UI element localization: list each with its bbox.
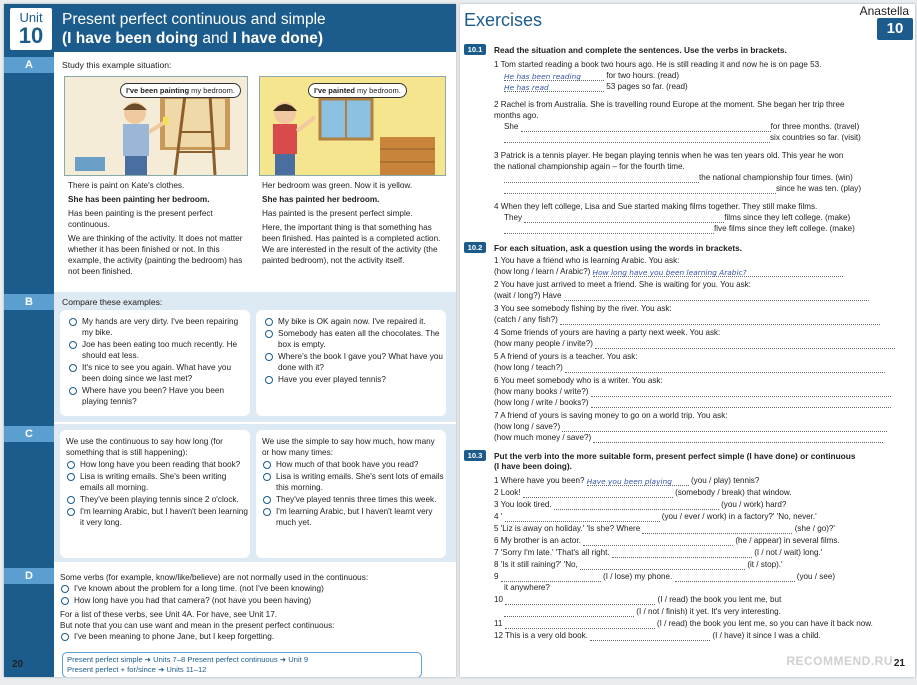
ex3-line-7[interactable]: 7 'Sorry I'm late.' 'That's all right. (I / not / wait) long.'	[494, 548, 823, 557]
title-part-b: and	[198, 30, 233, 47]
handwritten-answer: Have you been playing	[586, 477, 672, 487]
ex1-line-3: 3 Patrick is a tennis player. He began playing tennis when he was ten years old. This year he won	[494, 151, 844, 160]
ex2-answer-2[interactable]: (wait / long?) Have	[494, 291, 869, 301]
list-item: How long have you been reading that book?	[66, 459, 248, 470]
section-tab-b: B	[4, 294, 54, 310]
bubble-right-rest: my bedroom.	[354, 86, 401, 95]
exercise-10-2-instruction: For each situation, ask a question using the words in brackets.	[494, 243, 743, 253]
cross-reference-box	[62, 652, 422, 677]
unit-header	[4, 4, 456, 52]
list-item: I've known about the problem for a long time. (not I've been knowing)	[60, 583, 448, 594]
title-line-1: Present perfect continuous and simple	[62, 11, 326, 28]
ex1-answer-4a[interactable]: They films since they left college. (make)	[504, 213, 851, 222]
ex1-answer-2a[interactable]: She for three months. (travel)	[504, 122, 860, 131]
exercise-label-10-1: 10.1	[464, 44, 486, 55]
exercise-10-3-instruction-2: (I have been doing).	[494, 461, 572, 471]
speech-bubble-right	[308, 83, 407, 98]
title-part-a: (I have been doing	[62, 30, 199, 47]
page-number-left: 20	[12, 659, 24, 670]
ex3-line-10[interactable]: 10 (I / read) the book you lent me, but	[494, 595, 782, 604]
section-tab-c: C	[4, 426, 54, 442]
left-page	[4, 4, 456, 677]
title-line-2	[62, 29, 326, 48]
unit-word: Unit	[19, 10, 43, 25]
list-item: How much of that book have you read?	[262, 459, 444, 470]
a-left-p4: We are thinking of the activity. It does not matter whether it has been finished or not. In this example, the activity (painting the bedroom) has not been finished.	[68, 234, 243, 276]
exercise-10-3-instruction-1: Put the verb into the more suitable form, present perfect simple (I have done) or continuous	[494, 451, 856, 461]
ex3-line-10b[interactable]: (I / not / finish) it yet. It's very interesting.	[504, 607, 781, 617]
a-left-p1: There is paint on Kate's clothes.	[68, 181, 185, 190]
ex3-line-11[interactable]: 11 (I / read) the book you lent me, so you can have it back now.	[494, 619, 873, 628]
a-left-p3: Has been painting is the present perfect continuous.	[68, 209, 213, 229]
cross-ref-line-1: Present perfect simple ➜ Units 7–8 Present perfect continuous ➜ Unit 9	[67, 655, 309, 664]
section-tab-d: D	[4, 568, 54, 584]
ex1-line-2b: months ago.	[494, 111, 539, 120]
list-item: They've played tennis three times this week.	[262, 494, 444, 505]
ex2-line-5: 5 A friend of yours is a teacher. You ask:	[494, 352, 638, 361]
c-left-column	[66, 436, 248, 529]
ex2-answer-3[interactable]: (catch / any fish?)	[494, 315, 880, 325]
ex2-line-6: 6 You meet somebody who is a writer. You ask:	[494, 376, 663, 385]
ex2-answer-5[interactable]: (how long / teach?)	[494, 363, 885, 373]
a-right-p4: Here, the important thing is that something has been finished. Has painted is a completed action. We are interested in the result of the activity (the painted bedroom), not the activity itself.	[262, 223, 441, 265]
a-right-p2: She has painted her bedroom.	[262, 195, 380, 204]
ex3-line-12[interactable]: 12 This is a very old book. (I / have) it since I was a child.	[494, 631, 821, 640]
unit-number: 10	[18, 23, 44, 48]
right-page	[460, 4, 915, 677]
d-content	[60, 572, 448, 643]
ex3-line-8[interactable]: 8 'Is it still raining?' 'No, (it / stop).'	[494, 560, 783, 569]
b-left-examples	[68, 316, 248, 408]
ex2-answer-7b[interactable]: (how much money / save?)	[494, 433, 883, 443]
ex3-line-5[interactable]: 5 'Liz is away on holiday.' 'Is she? Where (she / go)?'	[494, 524, 835, 533]
exercise-label-10-3: 10.3	[464, 450, 486, 461]
title-part-c: I have done)	[232, 30, 323, 47]
page-title: Exercises	[464, 10, 543, 30]
ex3-line-9b: it anywhere?	[504, 583, 550, 592]
list-item: Joe has been eating too much recently. He should eat less.	[68, 339, 248, 361]
owner-name: Anastella	[859, 4, 909, 18]
ex1-line-1: 1 Tom started reading a book two hours ago. He is still reading it and now he is on page 53.	[494, 60, 822, 69]
list-item: My bike is OK again now. I've repaired it.	[264, 316, 444, 327]
ex2-line-7: 7 A friend of yours is saving money to go on a world trip. You ask:	[494, 411, 728, 420]
cross-ref-line-2: Present perfect + for/since ➜ Units 11–12	[67, 665, 207, 674]
ex2-answer-4[interactable]: (how many people / invite?)	[494, 339, 895, 349]
ex2-answer-6b[interactable]: (how long / write / books?)	[494, 398, 891, 408]
ex1-line-4: 4 When they left college, Lisa and Sue started making films together. They still make films.	[494, 202, 818, 211]
ex2-line-4: 4 Some friends of yours are having a party next week. You ask:	[494, 328, 721, 337]
speech-bubble-left	[120, 83, 241, 98]
handwritten-answer: How long have you been learning Arabic?	[592, 268, 747, 278]
section-a-intro: Study this example situation:	[62, 60, 172, 70]
list-item: Lisa is writing emails. She's been writing emails all morning.	[66, 471, 248, 493]
c-right-column	[262, 436, 444, 529]
section-tab-a: A	[4, 57, 54, 73]
ex3-line-9[interactable]: 9 (I / lose) my phone. (you / see)	[494, 572, 836, 581]
unit-title	[62, 10, 326, 48]
ex1-answer-3a[interactable]: the national championship four times. (win)	[504, 173, 853, 183]
unit-badge	[10, 8, 52, 50]
a-left-p2: She has been painting her bedroom.	[68, 195, 210, 204]
ex3-line-2[interactable]: 2 Look! (somebody / break) that window.	[494, 488, 792, 497]
section-b-intro: Compare these examples:	[62, 297, 163, 307]
ex1-answer-3b[interactable]: since he was ten. (play)	[504, 184, 861, 194]
section-a-right-text	[262, 180, 446, 269]
illustration-kate-painting	[64, 76, 248, 176]
list-item: Have you ever played tennis?	[264, 374, 444, 385]
list-item: Where have you been? Have you been playing tennis?	[68, 385, 248, 407]
c-right-intro: We use the simple to say how much, how many or how many times:	[262, 437, 435, 457]
a-right-p3: Has painted is the present perfect simple.	[262, 209, 413, 218]
ex3-line-4[interactable]: 4 ' (you / ever / work) in a factory?' 'No, never.'	[494, 512, 817, 521]
ex3-line-1[interactable]: 1 Where have you been? Have you been playing (you / play) tennis?	[494, 476, 760, 487]
a-right-p1: Her bedroom was green. Now it is yellow.	[262, 181, 413, 190]
ex2-answer-6a[interactable]: (how many books / write?)	[494, 387, 891, 397]
d-line-1: Some verbs (for example, know/like/believe) are not normally used in the continuous:	[60, 573, 369, 582]
section-a-left-text	[68, 180, 248, 280]
list-item: Lisa is writing emails. She's sent lots of emails this morning.	[262, 471, 444, 493]
list-item: My hands are very dirty. I've been repairing my bike.	[68, 316, 248, 338]
list-item: I've been meaning to phone Jane, but I keep forgetting.	[60, 631, 448, 642]
unit-badge-right: 10	[877, 18, 913, 40]
d-line-3: But note that you can use want and mean in the present perfect continuous:	[60, 621, 335, 630]
ex3-line-6[interactable]: 6 My brother is an actor. (he / appear) in several films.	[494, 536, 840, 545]
illustration-kate-painted	[259, 76, 446, 176]
ex2-answer-7a[interactable]: (how long / save?)	[494, 422, 887, 432]
section-c	[54, 424, 456, 562]
section-a	[54, 54, 456, 290]
bubble-left-rest: my bedroom.	[189, 86, 235, 95]
ex1-answer-1b[interactable]: He has read 53 pages so far. (read)	[504, 82, 688, 93]
c-left-intro: We use the continuous to say how long (for something that is still happening):	[66, 437, 223, 457]
ex2-line-3: 3 You see somebody fishing by the river. You ask:	[494, 304, 672, 313]
list-item: It's nice to see you again. What have you been doing since we last met?	[68, 362, 248, 384]
ex1-line-3b: the national championship again – for the fourth time.	[494, 162, 685, 171]
bubble-left-bold: I've been painting	[126, 86, 190, 95]
list-item: I'm learning Arabic, but I haven't learnt very much yet.	[262, 506, 444, 528]
list-item: They've been playing tennis since 2 o'clock.	[66, 494, 248, 505]
ex1-line-2: 2 Rachel is from Australia. She is travelling round Europe at the moment. She began her trip three	[494, 100, 845, 109]
handwritten-answer: He has read	[504, 83, 549, 93]
b-right-examples	[264, 316, 444, 386]
exercise-10-1-instruction: Read the situation and complete the sentences. Use the verbs in brackets.	[494, 45, 787, 55]
list-item: I'm learning Arabic, but I haven't been learning it very long.	[66, 506, 248, 528]
watermark: RECOMMEND.RU	[786, 654, 893, 668]
ex1-answer-4b[interactable]: five films since they left college. (make)	[504, 224, 855, 234]
exercise-label-10-2: 10.2	[464, 242, 486, 253]
d-line-2: For a list of these verbs, see Unit 4A. For have, see Unit 17.	[60, 610, 278, 619]
section-d	[54, 566, 456, 650]
ex3-line-3[interactable]: 3 You look tired. (you / work) hard?	[494, 500, 787, 509]
list-item: How long have you had that camera? (not have you been having)	[60, 595, 448, 606]
ex2-line-2: 2 You have just arrived to meet a friend. She is waiting for you. You ask:	[494, 280, 751, 289]
ex1-answer-2b[interactable]: six countries so far. (visit)	[504, 133, 861, 143]
bubble-right-bold: I've painted	[314, 86, 355, 95]
section-b	[54, 292, 456, 422]
list-item: Somebody has eaten all the chocolates. The box is empty.	[264, 328, 444, 350]
page-number-right: 21	[893, 658, 905, 669]
ex2-line-1: 1 You have a friend who is learning Arabic. You ask:	[494, 256, 680, 265]
handwritten-answer: He has been reading	[504, 72, 581, 82]
ex1-answer-1a[interactable]: He has been reading for two hours. (read)	[504, 71, 680, 82]
list-item: Where's the book I gave you? What have you done with it?	[264, 351, 444, 373]
ex2-answer-1[interactable]: (how long / learn / Arabic?) How long have you been learning Arabic?	[494, 267, 843, 277]
